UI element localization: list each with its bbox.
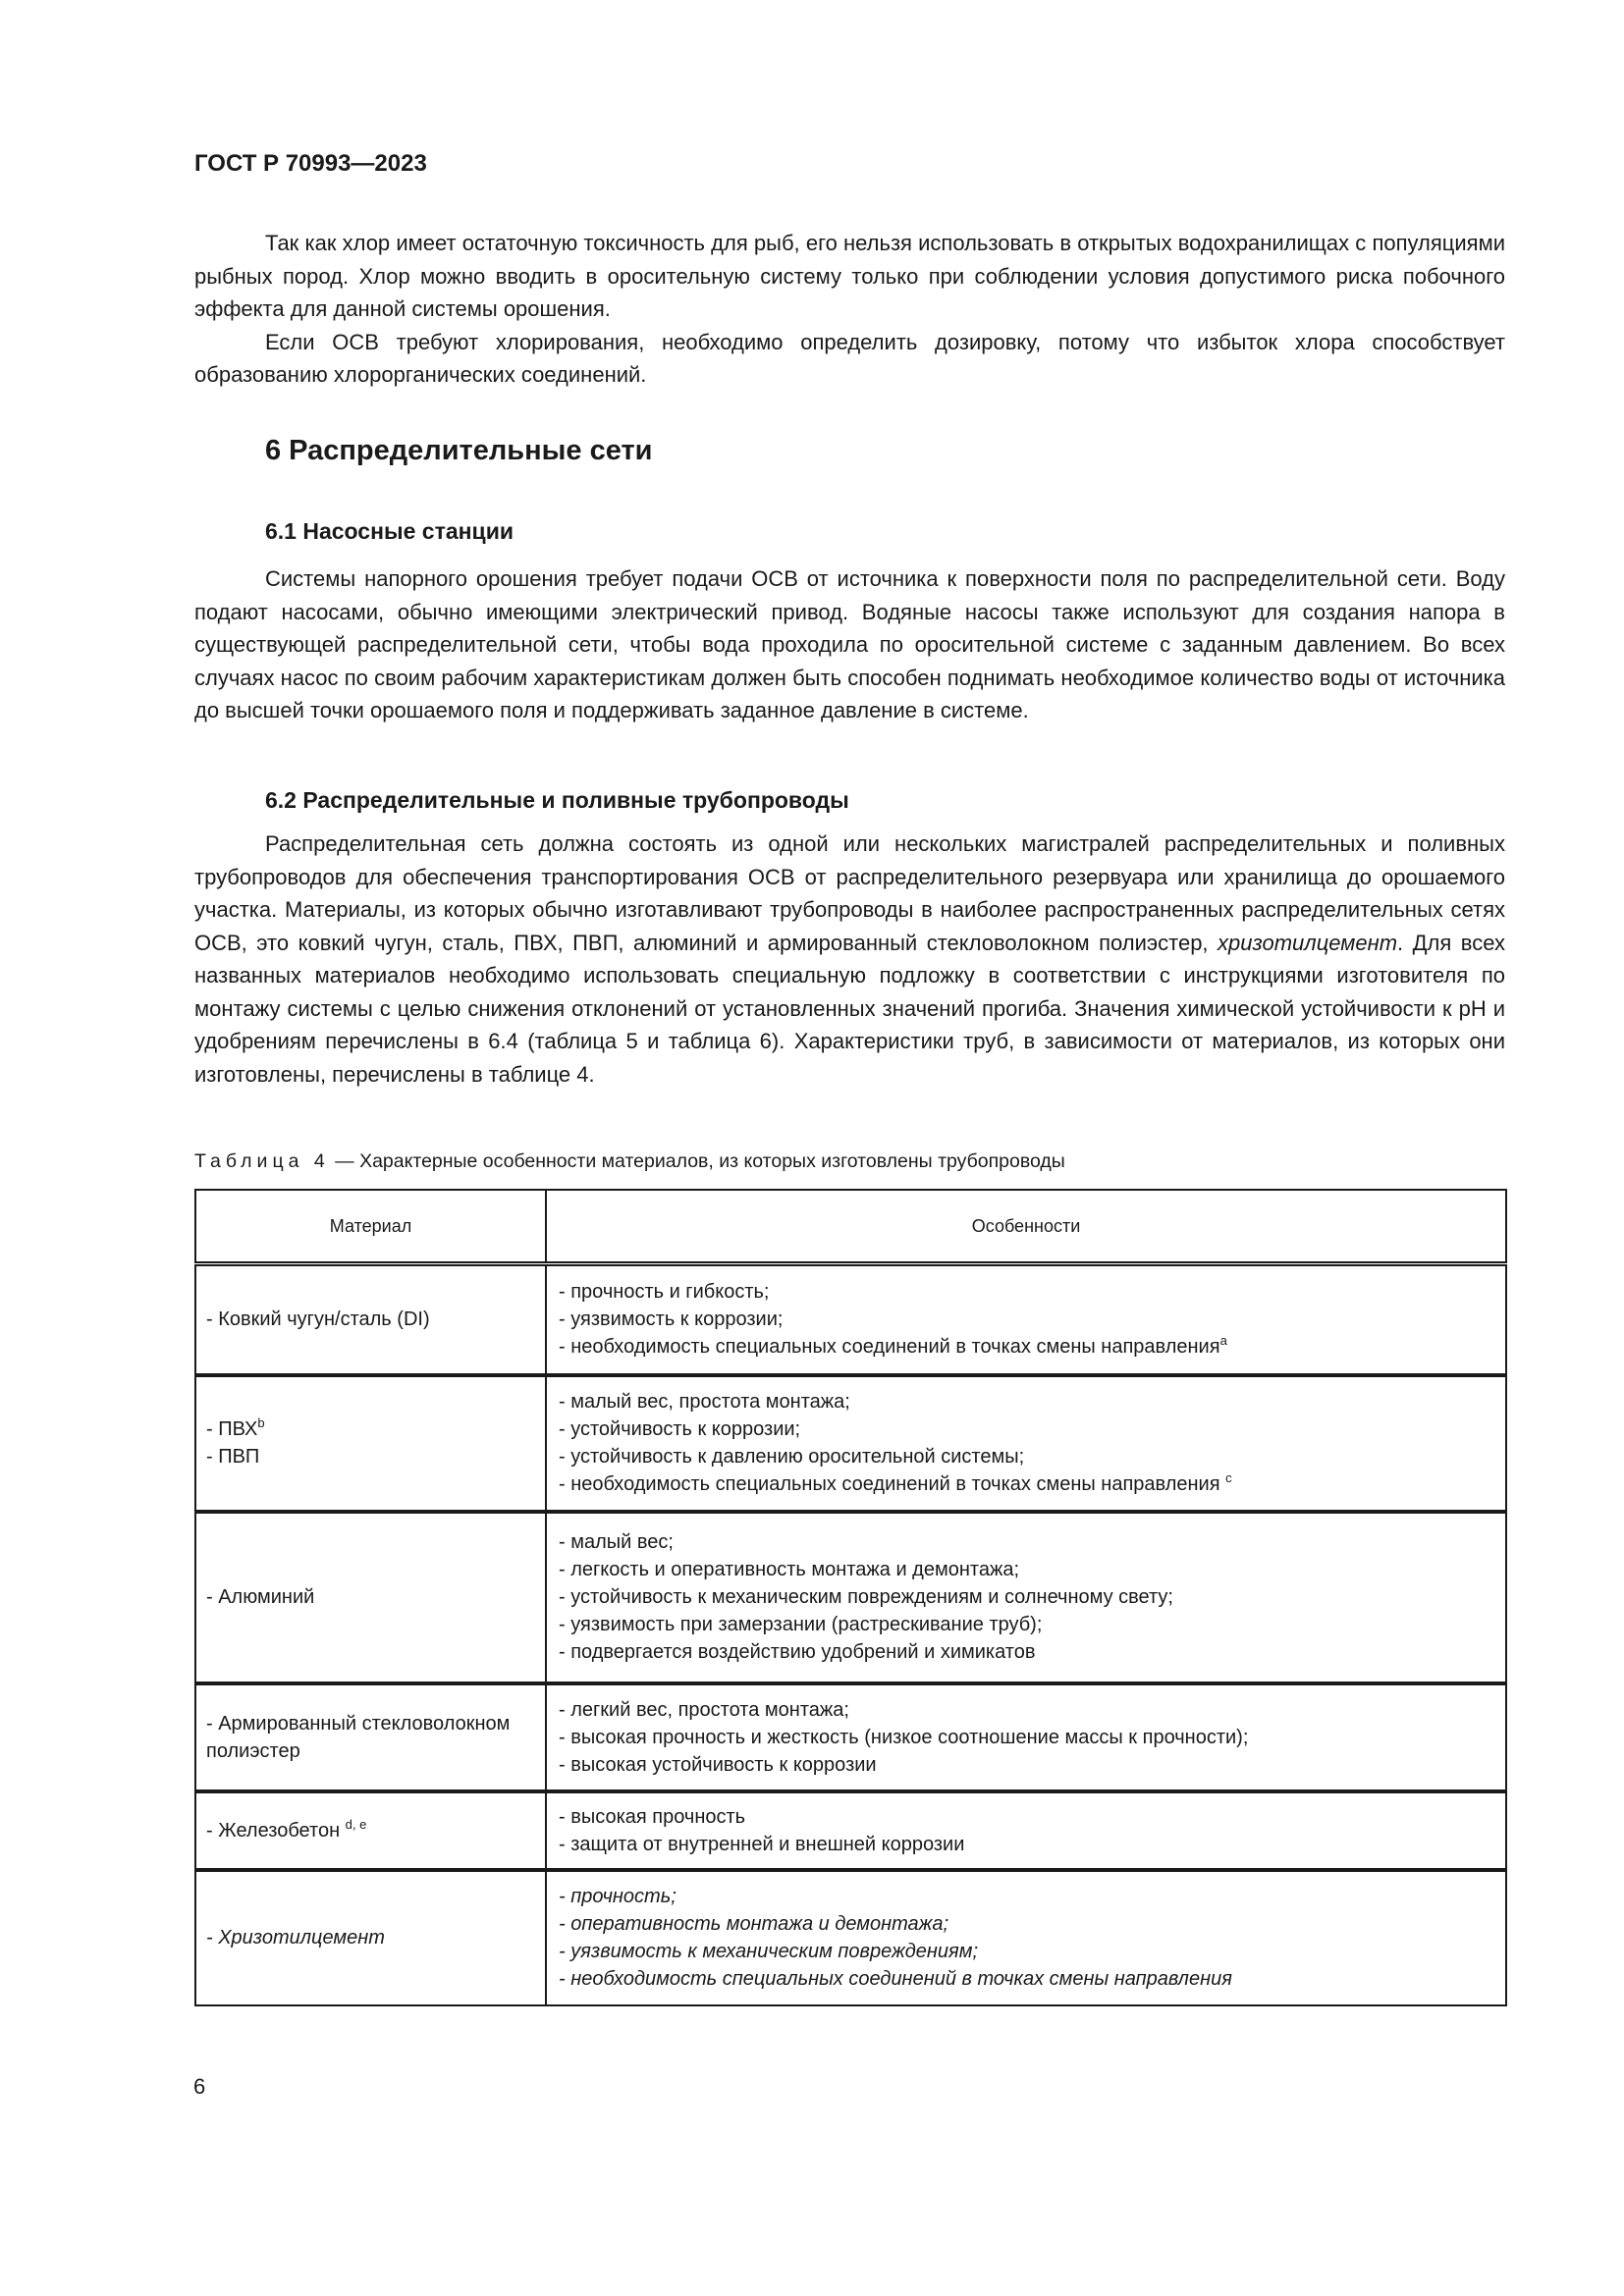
feature-item: - устойчивость к давлению оросительной системы; <box>559 1446 1025 1468</box>
footnote-mark: c <box>1225 1470 1232 1485</box>
footnote-mark: a <box>1219 1333 1227 1349</box>
feature-item: - необходимость специальных соединений в точках смены направления <box>559 1968 1232 1990</box>
table-caption <box>194 1149 1065 1173</box>
table-row <box>195 1870 1506 2005</box>
material-cell <box>195 1791 546 1870</box>
column-header-features: Особенности <box>546 1190 1506 1264</box>
material-name: - ПВХ$^b$ <box>206 1415 265 1440</box>
pump-stations-text <box>194 562 1505 727</box>
material-name: - Армированный стекловолокном полиэстер <box>206 1712 511 1762</box>
table-row <box>195 1791 1506 1870</box>
italic-term: хризотилцемент <box>1218 930 1398 955</box>
feature-item: - высокая устойчивость к коррозии <box>559 1753 877 1776</box>
table-row <box>195 1264 1506 1375</box>
feature-item: - малый вес; <box>559 1531 674 1553</box>
material-cell <box>195 1512 546 1683</box>
footnote-mark: b <box>257 1415 265 1430</box>
footnote-mark: d, e <box>345 1816 367 1832</box>
text-run: Распределительная сеть должна состоять из одной или нескольких магистралей распределительных и поливных трубопроводов для обеспечения транспортирования ОСВ от распределительного резервуара или хранилища до орошаемого участка. Материалы, из которых обычно изготавливают трубопроводы в наиболее распространенных распределительных сетях ОСВ, это ковкий чугун, сталь, ПВХ, ПВП, алюминий и армированный стекловолокном полиэстер, <box>194 831 1505 955</box>
material-cell <box>195 1683 546 1791</box>
document-code: ГОСТ Р 70993—2023 <box>194 150 427 177</box>
intro-text <box>194 227 1505 392</box>
features-cell <box>546 1264 1506 1375</box>
material-name: - Железобетон $^{d, e}$ <box>206 1816 367 1842</box>
table-label: Таблица 4 <box>194 1150 330 1172</box>
feature-item: - малый вес, простота монтажа; <box>559 1391 850 1413</box>
feature-item: - прочность и гибкость; <box>559 1281 770 1304</box>
paragraph: Так как хлор имеет остаточную токсичность для рыб, его нельзя использовать в открытых водохранилищах с популяциями рыбных пород. Хлор можно вводить в оросительную систему только при соблюдении условия допустимого риска побочного эффекта для данной системы орошения. <box>194 231 1505 321</box>
feature-item: - уязвимость при замерзании (растрескивание труб); <box>559 1614 1043 1635</box>
feature-item: - прочность; <box>559 1886 677 1907</box>
table-header-row <box>195 1190 1506 1264</box>
material-cell <box>195 1870 546 2005</box>
paragraph <box>194 828 1505 1091</box>
material-name: - Хризотилцемент <box>206 1927 385 1949</box>
material-name: - Алюминий <box>206 1586 315 1608</box>
table-title: — Характерные особенности материалов, из которых изготовлены трубопроводы <box>329 1150 1065 1172</box>
feature-item: - подвергается воздействию удобрений и химикатов <box>559 1641 1036 1663</box>
table-row <box>195 1683 1506 1791</box>
feature-item: - уязвимость к механическим повреждениям; <box>559 1941 979 1962</box>
feature-item: - устойчивость к коррозии; <box>559 1418 801 1440</box>
table-row <box>195 1512 1506 1683</box>
feature-item: - устойчивость к механическим повреждениям и солнечному свету; <box>559 1586 1173 1608</box>
table-row <box>195 1375 1506 1512</box>
features-cell <box>546 1375 1506 1512</box>
features-cell <box>546 1512 1506 1683</box>
feature-item: - легкость и оперативность монтажа и демонтажа; <box>559 1559 1020 1580</box>
pipelines-text <box>194 828 1505 1091</box>
feature-item: - защита от внутренней и внешней коррозии <box>559 1833 965 1855</box>
text-run: . Для всех названных материалов необходимо использовать специальную подложку в соответствии с инструкциями изготовителя по монтажу системы с целью снижения отклонений от установленных значений прогиба. Значения химической устойчивости к pH и удобрениям перечислены в 6.4 (таблица 5 и таблица 6). Характеристики труб, в зависимости от материалов, из которых они изготовлены, перечислены в таблице 4. <box>194 930 1505 1087</box>
feature-item: - оперативность монтажа и демонтажа; <box>559 1913 949 1935</box>
feature-item: - легкий вес, простота монтажа; <box>559 1698 849 1721</box>
features-cell <box>546 1683 1506 1791</box>
features-cell <box>546 1791 1506 1870</box>
column-header-material: Материал <box>195 1190 546 1264</box>
paragraph: Если ОСВ требуют хлорирования, необходимо определить дозировку, потому что избыток хлора способствует образованию хлорорганических соединений. <box>194 329 1505 387</box>
subsection-heading: 6.1 Насосные станции <box>265 518 514 544</box>
feature-item: - уязвимость к коррозии; <box>559 1308 784 1331</box>
material-cell <box>195 1264 546 1375</box>
material-name: - Ковкий чугун/сталь (DI) <box>206 1308 430 1331</box>
subsection-heading: 6.2 Распределительные и поливные трубопроводы <box>265 787 849 813</box>
section-heading: 6 Распределительные сети <box>265 435 653 466</box>
material-name: - ПВП <box>206 1446 260 1468</box>
feature-item: - высокая прочность и жесткость (низкое соотношение массы к прочности); <box>559 1726 1249 1748</box>
materials-table <box>194 1189 1507 2006</box>
feature-item: - высокая прочность <box>559 1805 746 1828</box>
features-cell <box>546 1870 1506 2005</box>
feature-item: - необходимость специальных соединений в точках смены направления $^c$ <box>559 1470 1232 1495</box>
paragraph: Системы напорного орошения требует подачи ОСВ от источника к поверхности поля по распределительной сети. Воду подают насосами, обычно имеющими электрический привод. Водяные насосы также используют для создания напора в существующей распределительной сети, чтобы вода проходила по оросительной системе с заданным давлением. Во всех случаях насос по своим рабочим характеристикам должен быть способен поднимать необходимое количество воды от источника до высшей точки орошаемого поля и поддерживать заданное давление в системе. <box>194 566 1505 722</box>
feature-item: - необходимость специальных соединений в точках смены направления$^a$ <box>559 1333 1227 1359</box>
page-number: 6 <box>193 2074 206 2099</box>
material-cell <box>195 1375 546 1512</box>
